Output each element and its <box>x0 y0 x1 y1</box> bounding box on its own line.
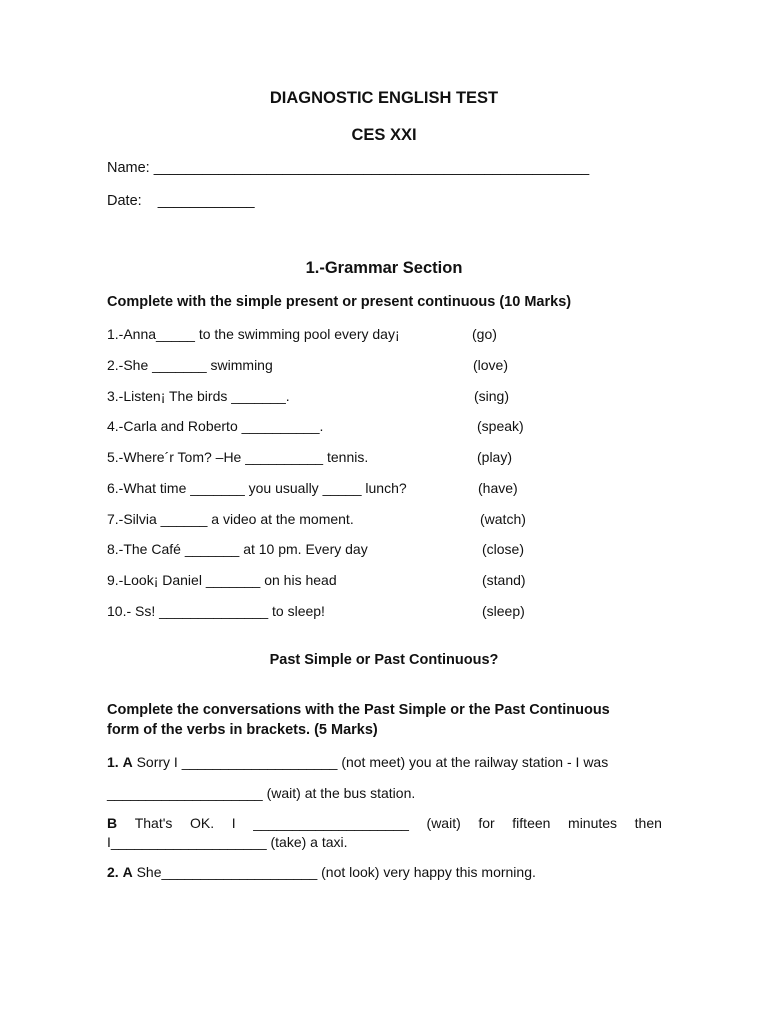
date-label: Date: <box>107 193 142 209</box>
conversation-1-b-line2[interactable]: I____________________ (take) a taxi. <box>107 834 348 850</box>
b-word-2: OK. <box>190 815 215 831</box>
grammar-item-9[interactable]: 9.-Look¡ Daniel _______ on his head <box>107 572 337 588</box>
grammar-item-4[interactable]: 4.-Carla and Roberto __________. <box>107 418 324 434</box>
past-instruction-line2: form of the verbs in brackets. (5 Marks) <box>107 722 378 738</box>
b-word-9: then <box>634 815 662 831</box>
b-word-1: That's <box>134 815 173 831</box>
b-word-3: I <box>231 815 236 831</box>
grammar-item-1[interactable]: 1.-Anna_____ to the swimming pool every day¡ <box>107 326 400 342</box>
grammar-hint-9: (stand) <box>482 572 526 588</box>
grammar-item-6[interactable]: 6.-What time _______ you usually _____ lunch? <box>107 480 407 496</box>
past-heading: Past Simple or Past Continuous? <box>269 652 499 668</box>
conversation-2-number: 2. <box>107 864 119 880</box>
grammar-hint-2: (love) <box>473 357 509 373</box>
b-word-8: minutes <box>568 815 618 831</box>
b-word-5: (wait) <box>426 815 461 831</box>
conversation-1-a-line1[interactable] <box>107 754 608 770</box>
b-word-7: fifteen <box>512 815 551 831</box>
name-label: Name: <box>107 160 150 176</box>
grammar-hint-6: (have) <box>478 480 518 496</box>
conversation-1-a-line2[interactable]: ____________________ (wait) at the bus station. <box>107 785 416 801</box>
past-instruction-line1: Complete the conversations with the Past Simple or the Past Continuous <box>107 702 610 718</box>
conversation-1-a-text[interactable]: Sorry I ____________________ (not meet) you at the railway station - I was <box>132 754 609 770</box>
grammar-item-5[interactable]: 5.-Where´r Tom? –He __________ tennis. <box>107 449 369 465</box>
grammar-hint-1: (go) <box>472 326 497 342</box>
grammar-item-10[interactable]: 10.- Ss! ______________ to sleep! <box>107 603 325 619</box>
name-field[interactable] <box>107 160 589 176</box>
test-title: DIAGNOSTIC ENGLISH TEST <box>269 89 499 107</box>
grammar-hint-5: (play) <box>477 449 513 465</box>
date-field[interactable] <box>107 193 255 209</box>
grammar-item-3[interactable]: 3.-Listen¡ The birds _______. <box>107 388 290 404</box>
conversation-2-a-text[interactable]: She____________________ (not look) very happy this morning. <box>132 864 536 880</box>
conversation-2-speaker-a: A <box>122 864 133 880</box>
conversation-1-speaker-a: A <box>122 754 133 770</box>
conversation-2-a-line1[interactable] <box>107 864 536 880</box>
test-subtitle: CES XXI <box>351 126 417 144</box>
grammar-item-8[interactable]: 8.-The Café _______ at 10 pm. Every day <box>107 541 368 557</box>
b-word-6: for <box>478 815 495 831</box>
conversation-1-number: 1. <box>107 754 119 770</box>
conversation-1-speaker-b: B <box>107 815 118 831</box>
grammar-hint-10: (sleep) <box>482 603 525 619</box>
grammar-item-7[interactable]: 7.-Silvia ______ a video at the moment. <box>107 511 354 527</box>
grammar-heading: 1.-Grammar Section <box>305 259 463 277</box>
grammar-item-2[interactable]: 2.-She _______ swimming <box>107 357 273 373</box>
grammar-hint-8: (close) <box>482 541 525 557</box>
grammar-hint-7: (watch) <box>480 511 526 527</box>
conversation-1-b-line1[interactable] <box>107 815 662 831</box>
b-blank[interactable]: ____________________ <box>253 815 409 831</box>
date-blank[interactable]: ____________ <box>157 193 255 209</box>
grammar-instruction: Complete with the simple present or present continuous (10 Marks) <box>107 294 572 310</box>
grammar-hint-4: (speak) <box>477 418 524 434</box>
grammar-hint-3: (sing) <box>474 388 510 404</box>
name-blank[interactable]: ______________________________________________________ <box>153 160 590 176</box>
